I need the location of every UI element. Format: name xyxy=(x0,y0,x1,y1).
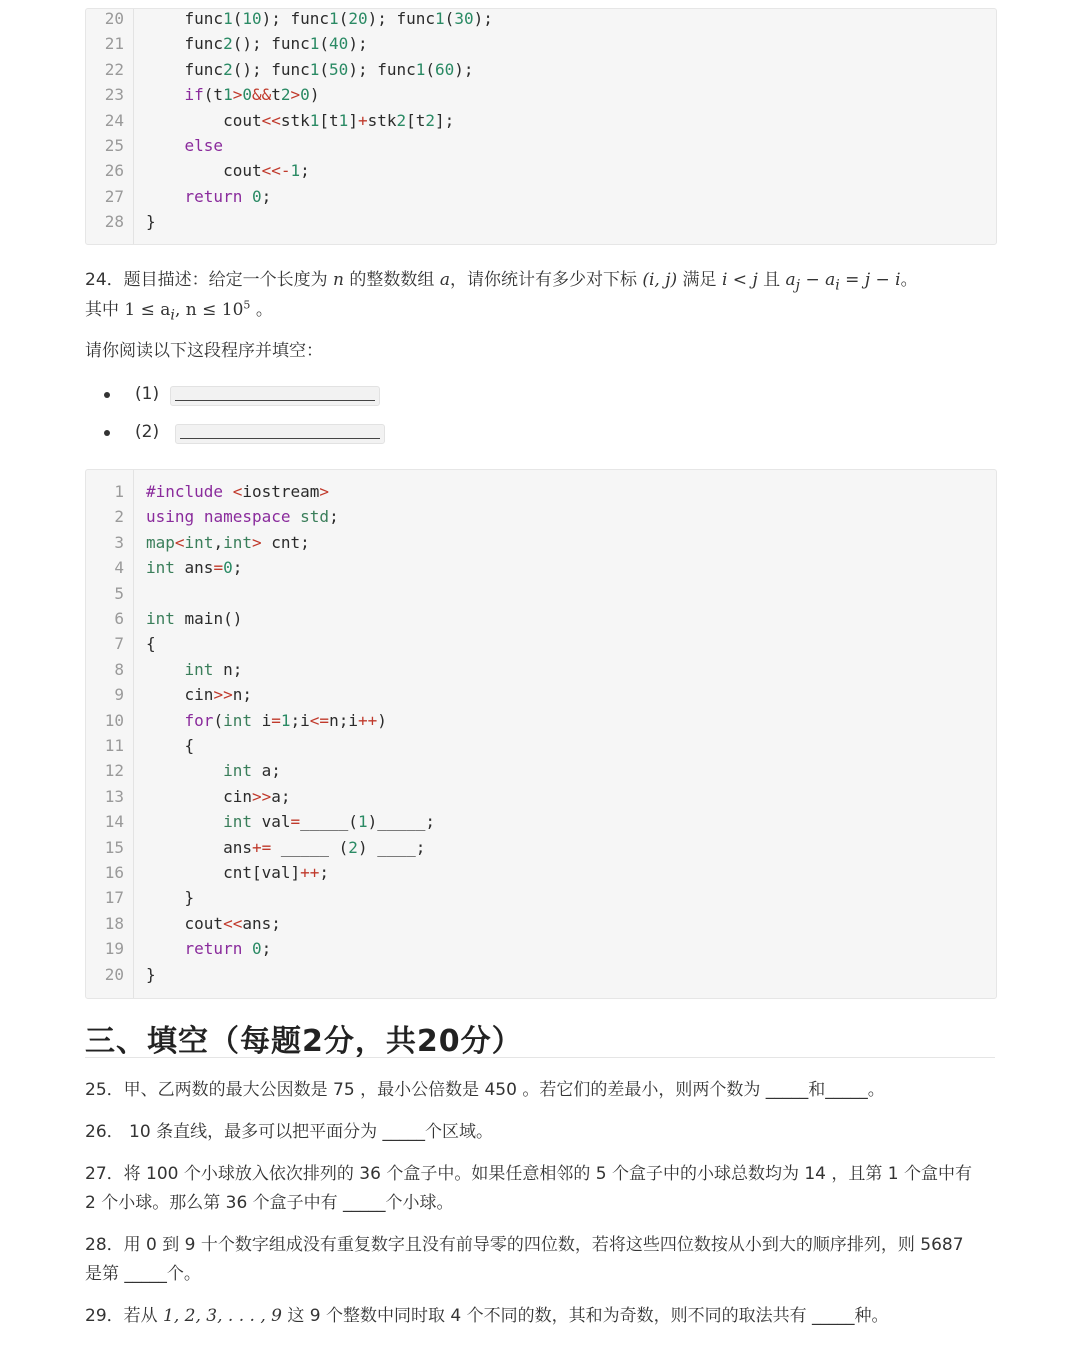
line-number: 26 xyxy=(104,161,124,181)
question-25: 25．甲、乙两数的最大公因数是 75 ，最小公倍数是 450 。若它们的差最小，则两个数为 _____和_____。 xyxy=(85,1080,885,1100)
code-text: int a; xyxy=(223,761,281,781)
code-text: cout<<stk1[t1]+stk2[t2]; xyxy=(146,110,455,130)
blank-1-label: (1) xyxy=(135,384,160,404)
bullet-1 xyxy=(104,392,110,398)
code-text: func2(); func1(40); xyxy=(146,34,368,54)
section-heading: 三、填空（每题2分，共20分） xyxy=(85,1024,523,1059)
question-29 xyxy=(85,1302,889,1331)
math-token: − a xyxy=(800,270,836,290)
math-sup: 5 xyxy=(243,298,251,312)
q24-text: 的整数数组 xyxy=(349,270,435,290)
line-number: 16 xyxy=(104,863,124,882)
code-text: cin>>n; xyxy=(146,685,252,705)
code-text: } xyxy=(146,964,156,984)
math-token: 1 ≤ a xyxy=(124,300,171,320)
math-a: a xyxy=(439,270,450,290)
q24-text: 。 xyxy=(900,270,918,290)
line-number-gutter xyxy=(133,470,134,998)
math-sub: i xyxy=(170,307,175,324)
q24-text: 。 xyxy=(255,300,273,320)
math-n: n xyxy=(333,270,344,290)
line-number: 21 xyxy=(104,34,124,54)
line-number: 19 xyxy=(104,939,124,959)
code-text: } xyxy=(146,212,156,232)
code-text: { xyxy=(146,634,156,654)
math-condition-2 xyxy=(785,270,901,294)
line-number: 23 xyxy=(104,85,124,105)
code-text: else xyxy=(184,136,224,155)
q24-text: 满足 xyxy=(682,270,717,290)
code-text: { xyxy=(146,736,195,755)
question-28-line2: 是第 _____个。 xyxy=(85,1264,201,1284)
line-number-gutter xyxy=(133,9,134,244)
code-text: return 0; xyxy=(184,939,272,959)
code-text: cout<<ans; xyxy=(146,913,281,933)
code-text: cnt[val]++; xyxy=(146,863,330,882)
line-number: 8 xyxy=(114,659,124,679)
line-number: 14 xyxy=(104,812,124,832)
line-number: 27 xyxy=(104,186,124,206)
math-range xyxy=(124,298,251,324)
line-number: 6 xyxy=(114,609,124,628)
question-26: 26． 10 条直线，最多可以把平面分为 _____个区域。 xyxy=(85,1122,493,1142)
line-number: 7 xyxy=(114,634,124,654)
q24-line2 xyxy=(85,296,273,330)
question-27-line2: 2 个小球。那么第 36 个盒子中有 _____个小球。 xyxy=(85,1193,454,1213)
math-sub: j xyxy=(795,277,801,294)
code-block-2 xyxy=(85,469,997,999)
code-text: int val=_____(1)_____; xyxy=(223,812,436,832)
q29-text: 这 9 个整数中同时取 4 个不同的数，其和为奇数，则不同的取法共有 _____种。 xyxy=(287,1306,889,1326)
answer-blank-2[interactable] xyxy=(175,424,385,444)
heading-divider xyxy=(85,1057,995,1058)
line-number: 18 xyxy=(104,913,124,933)
q24-text: ，请你统计有多少对下标 xyxy=(449,270,637,290)
line-number: 5 xyxy=(114,583,124,603)
line-number: 10 xyxy=(104,710,124,730)
line-number: 3 xyxy=(114,532,124,552)
line-number: 15 xyxy=(104,837,124,857)
question-27-line1: 27．将 100 个小球放入依次排列的 36 个盒子中。如果任意相邻的 5 个盒子中的小球总数均为 14 ，且第 1 个盒中有 xyxy=(85,1164,973,1184)
line-number: 22 xyxy=(104,59,124,79)
code-text: func2(); func1(50); func1(60); xyxy=(146,59,474,79)
math-condition-1: i < j xyxy=(721,270,758,290)
question-28-line1: 28．用 0 到 9 十个数字组成没有重复数字且没有前导零的四位数，若将这些四位数按从小到大的顺序排列，则 5687 xyxy=(85,1235,964,1255)
line-number: 11 xyxy=(104,736,124,755)
code-text: } xyxy=(146,888,195,908)
math-pair: (i, j) xyxy=(642,270,678,290)
blank-2-label: (2) xyxy=(135,422,160,442)
line-number: 2 xyxy=(114,507,124,527)
math-token: , n ≤ 10 xyxy=(174,300,244,320)
code-text: #include <iostream> xyxy=(146,482,330,501)
q24-text: 其中 xyxy=(85,300,119,320)
math-sub: i xyxy=(835,277,840,294)
q24-text: 24．题目描述：给定一个长度为 xyxy=(85,270,328,290)
code-text: int ans=0; xyxy=(146,558,243,578)
math-token: = j − i xyxy=(839,270,901,290)
line-number: 1 xyxy=(114,482,124,501)
answer-blank-1[interactable] xyxy=(170,386,380,406)
line-number: 17 xyxy=(104,888,124,908)
code-text: cin>>a; xyxy=(146,786,291,806)
line-number: 25 xyxy=(104,136,124,155)
code-text: ans+= _____ (2) ____; xyxy=(146,837,426,857)
line-number: 9 xyxy=(114,685,124,705)
code-text: cout<<-1; xyxy=(146,161,310,181)
line-number: 20 xyxy=(104,964,124,984)
line-number: 4 xyxy=(114,558,124,578)
code-text: map<int,int> cnt; xyxy=(146,532,310,552)
line-number: 20 xyxy=(104,9,124,28)
code-text: for(int i=1;i<=n;i++) xyxy=(184,710,387,730)
line-number: 13 xyxy=(104,786,124,806)
code-block-1 xyxy=(85,8,997,245)
code-text: func1(10); func1(20); func1(30); xyxy=(146,9,493,28)
q24-text: 且 xyxy=(763,270,781,290)
q24-instruction: 请你阅读以下这段程序并填空： xyxy=(85,341,323,361)
math-token: a xyxy=(785,270,796,290)
q29-text: 29．若从 xyxy=(85,1306,158,1326)
code-text: int main() xyxy=(146,609,243,628)
bullet-2 xyxy=(104,430,110,436)
line-number: 28 xyxy=(104,212,124,232)
code-text: return 0; xyxy=(184,186,272,206)
line-number: 24 xyxy=(104,110,124,130)
math-sequence: 1, 2, 3, . . . , 9 xyxy=(163,1306,282,1326)
line-number: 12 xyxy=(104,761,124,781)
code-text: using namespace std; xyxy=(146,507,339,527)
code-text: if(t1>0&&t2>0) xyxy=(184,85,320,105)
code-text: int n; xyxy=(184,659,243,679)
